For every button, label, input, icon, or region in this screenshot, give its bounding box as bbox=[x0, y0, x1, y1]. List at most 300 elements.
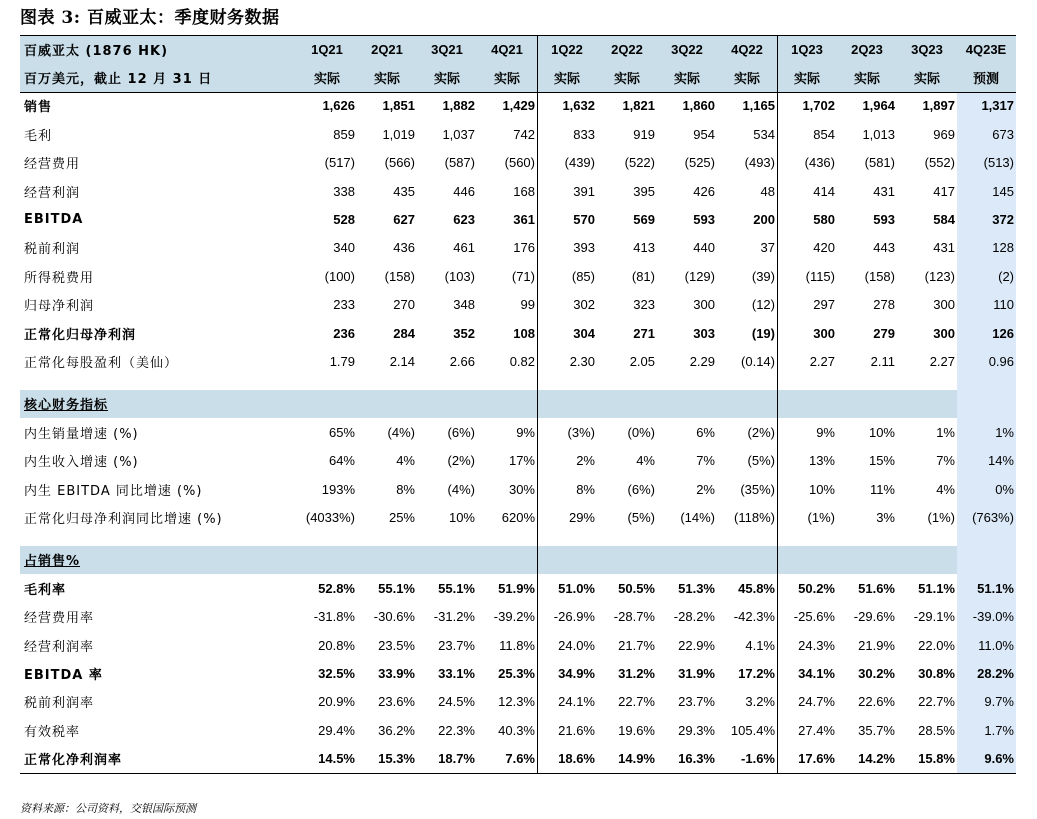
table-cell: 33.9% bbox=[378, 666, 415, 682]
table-cell: (513) bbox=[983, 155, 1014, 171]
table-cell: 51.0% bbox=[558, 580, 595, 596]
table-cell: 23.5% bbox=[378, 637, 415, 653]
row-label: 正常化归母净利润 bbox=[24, 327, 137, 343]
table-cell: -39.0% bbox=[972, 609, 1014, 625]
table-cell: 4% bbox=[936, 481, 955, 497]
row-label: 归母净利润 bbox=[24, 299, 95, 315]
table-cell: 2.66 bbox=[449, 354, 475, 370]
table-rule bbox=[20, 773, 1016, 774]
table-cell: 14.2% bbox=[858, 751, 895, 767]
table-cell: 284 bbox=[393, 325, 415, 341]
table-cell: 395 bbox=[633, 183, 655, 199]
table-cell: 1,632 bbox=[562, 98, 595, 114]
table-cell: (560) bbox=[504, 155, 535, 171]
table-row bbox=[20, 574, 1016, 602]
table-cell: 24.0% bbox=[558, 637, 595, 653]
table-cell: 300 bbox=[813, 325, 835, 341]
table-cell: 0% bbox=[995, 481, 1014, 497]
table-cell: 3Q22 bbox=[671, 41, 703, 57]
table-cell: -28.7% bbox=[613, 609, 655, 625]
table-cell: 55.1% bbox=[378, 580, 415, 596]
table-cell: 271 bbox=[633, 325, 655, 341]
table-cell: 51.9% bbox=[498, 580, 535, 596]
table-cell: 105.4% bbox=[730, 722, 775, 738]
table-cell: 实际 bbox=[853, 71, 880, 87]
table-cell: (587) bbox=[444, 155, 475, 171]
table-cell: 854 bbox=[813, 126, 835, 142]
table-cell: 8% bbox=[396, 481, 415, 497]
table-cell: 279 bbox=[873, 325, 895, 341]
table-cell: 22.3% bbox=[438, 722, 475, 738]
table-cell: 426 bbox=[693, 183, 715, 199]
row-label: 内生 EBITDA 同比增速 (%) bbox=[24, 483, 203, 499]
table-cell: 3Q21 bbox=[431, 41, 463, 57]
table-cell: 372 bbox=[992, 212, 1014, 228]
row-label: 内生销量增速 (%) bbox=[24, 426, 139, 442]
table-cell: 31.2% bbox=[618, 666, 655, 682]
table-cell: (2%) bbox=[747, 424, 775, 440]
table-row bbox=[20, 688, 1016, 716]
table-cell: 15% bbox=[868, 453, 895, 469]
row-label: EBITDA 率 bbox=[24, 668, 103, 684]
row-label: 百万美元，截止 12 月 31 日 bbox=[24, 72, 213, 88]
table-cell: 338 bbox=[333, 183, 355, 199]
table-cell: 37 bbox=[760, 240, 775, 256]
table-cell: (71) bbox=[511, 268, 535, 284]
table-cell: 6% bbox=[696, 424, 715, 440]
table-cell: 436 bbox=[393, 240, 415, 256]
table-cell: 51.3% bbox=[678, 580, 715, 596]
table-cell: 21.7% bbox=[618, 637, 655, 653]
table-cell: 50.5% bbox=[618, 580, 655, 596]
table-row bbox=[20, 234, 1016, 262]
table-cell: -28.2% bbox=[673, 609, 715, 625]
row-label: 正常化净利润率 bbox=[24, 753, 123, 769]
table-cell: 64% bbox=[328, 453, 355, 469]
table-cell: 3% bbox=[876, 510, 895, 526]
table-cell: 实际 bbox=[613, 71, 640, 87]
table-cell: (129) bbox=[684, 268, 715, 284]
table-cell: 1,019 bbox=[382, 126, 415, 142]
row-label: 毛利 bbox=[24, 128, 53, 144]
table-cell: 1% bbox=[936, 424, 955, 440]
table-cell: 11% bbox=[869, 481, 895, 497]
table-cell: 2% bbox=[696, 481, 715, 497]
table-cell: 实际 bbox=[673, 71, 700, 87]
table-cell: 40.3% bbox=[498, 722, 535, 738]
table-cell: 34.9% bbox=[558, 666, 595, 682]
table-cell: (115) bbox=[805, 268, 835, 284]
table-cell: 461 bbox=[453, 240, 475, 256]
table-cell: 580 bbox=[813, 212, 835, 228]
table-cell: 393 bbox=[573, 240, 595, 256]
table-cell: 45.8% bbox=[738, 580, 775, 596]
table-cell: 28.2% bbox=[977, 666, 1014, 682]
table-cell: 1Q21 bbox=[311, 41, 343, 57]
table-cell: 21.6% bbox=[558, 722, 595, 738]
table-cell: 35.7% bbox=[858, 722, 895, 738]
table-row bbox=[20, 447, 1016, 475]
section-header-growth bbox=[20, 390, 957, 418]
table-cell: 29.3% bbox=[678, 722, 715, 738]
table-rule bbox=[20, 35, 1016, 36]
table-cell: (1%) bbox=[807, 510, 835, 526]
row-label: 经营利润率 bbox=[24, 639, 95, 655]
table-cell: -1.6% bbox=[741, 751, 775, 767]
row-label: 经营利润 bbox=[24, 185, 81, 201]
table-row bbox=[20, 291, 1016, 319]
table-cell: -42.3% bbox=[733, 609, 775, 625]
table-cell: (81) bbox=[631, 268, 655, 284]
table-cell: -26.9% bbox=[553, 609, 595, 625]
table-cell: (6%) bbox=[627, 481, 655, 497]
year-separator bbox=[537, 35, 538, 773]
table-cell: 22.7% bbox=[918, 694, 955, 710]
table-cell: 323 bbox=[633, 297, 655, 313]
table-cell: 2.29 bbox=[689, 354, 715, 370]
table-cell: 969 bbox=[933, 126, 955, 142]
table-row bbox=[20, 120, 1016, 148]
table-cell: 4% bbox=[636, 453, 655, 469]
table-cell: (158) bbox=[864, 268, 895, 284]
table-cell: 1,626 bbox=[322, 98, 355, 114]
table-cell: 51.1% bbox=[918, 580, 955, 596]
table-cell: 2.14 bbox=[389, 354, 415, 370]
table-cell: 19.6% bbox=[618, 722, 655, 738]
table-cell: 18.6% bbox=[558, 751, 595, 767]
table-cell: 2Q21 bbox=[371, 41, 403, 57]
table-row bbox=[20, 716, 1016, 744]
table-cell: 30.8% bbox=[918, 666, 955, 682]
table-cell: 27.4% bbox=[798, 722, 835, 738]
table-cell: 446 bbox=[453, 183, 475, 199]
table-cell: 1.79 bbox=[329, 354, 355, 370]
table-cell: -31.2% bbox=[433, 609, 475, 625]
table-cell: 30.2% bbox=[858, 666, 895, 682]
table-cell: 24.7% bbox=[798, 694, 835, 710]
table-cell: (103) bbox=[444, 268, 475, 284]
table-cell: 126 bbox=[992, 325, 1014, 341]
row-label: 税前利润 bbox=[24, 242, 81, 258]
table-cell: 11.8% bbox=[499, 637, 535, 653]
table-cell: 413 bbox=[633, 240, 655, 256]
table-cell: 51.6% bbox=[858, 580, 895, 596]
table-cell: (12) bbox=[751, 297, 775, 313]
table-cell: (493) bbox=[744, 155, 775, 171]
table-cell: -25.6% bbox=[793, 609, 835, 625]
table-cell: 176 bbox=[513, 240, 535, 256]
table-cell: (5%) bbox=[627, 510, 655, 526]
table-cell: 435 bbox=[393, 183, 415, 199]
table-cell: 20.9% bbox=[318, 694, 355, 710]
table-row bbox=[20, 418, 1016, 446]
table-cell: 30% bbox=[508, 481, 535, 497]
table-cell: 2.11 bbox=[870, 354, 895, 370]
row-label: 销售 bbox=[24, 100, 53, 116]
table-cell: 1Q22 bbox=[551, 41, 583, 57]
table-cell: 297 bbox=[813, 297, 835, 313]
table-cell: (566) bbox=[384, 155, 415, 171]
row-label: 核心财务指标 bbox=[24, 398, 109, 414]
table-cell: 18.7% bbox=[438, 751, 475, 767]
table-cell: 954 bbox=[693, 126, 715, 142]
table-cell: 7% bbox=[696, 453, 715, 469]
table-cell: 431 bbox=[933, 240, 955, 256]
table-cell: (763%) bbox=[972, 510, 1014, 526]
table-cell: 1Q23 bbox=[791, 41, 823, 57]
table-row bbox=[20, 262, 1016, 290]
table-cell: 534 bbox=[753, 126, 775, 142]
table-row bbox=[20, 319, 1016, 347]
table-cell: (581) bbox=[864, 155, 895, 171]
table-cell: 33.1% bbox=[438, 666, 475, 682]
table-cell: 22.7% bbox=[618, 694, 655, 710]
table-cell: 620% bbox=[501, 510, 535, 526]
table-cell: 2.27 bbox=[809, 354, 835, 370]
table-cell: (0.14) bbox=[741, 354, 775, 370]
table-cell: 4Q21 bbox=[491, 41, 523, 57]
table-row bbox=[20, 659, 1016, 687]
table-cell: 99 bbox=[520, 297, 535, 313]
table-cell: (123) bbox=[924, 268, 955, 284]
table-cell: 22.0% bbox=[918, 637, 955, 653]
table-cell: 1,429 bbox=[502, 98, 535, 114]
table-cell: 14.9% bbox=[618, 751, 655, 767]
table-cell: 108 bbox=[513, 325, 535, 341]
table-cell: 28.5% bbox=[918, 722, 955, 738]
table-cell: 14% bbox=[987, 453, 1014, 469]
row-label: 占销售% bbox=[24, 554, 81, 570]
table-cell: (1%) bbox=[927, 510, 955, 526]
table-cell: 20.8% bbox=[318, 637, 355, 653]
table-cell: (6%) bbox=[447, 424, 475, 440]
table-cell: 65% bbox=[328, 424, 355, 440]
table-cell: 278 bbox=[873, 297, 895, 313]
table-cell: 348 bbox=[453, 297, 475, 313]
table-cell: 23.7% bbox=[678, 694, 715, 710]
table-row bbox=[20, 149, 1016, 177]
table-cell: 1,702 bbox=[802, 98, 835, 114]
table-cell: 4Q22 bbox=[731, 41, 763, 57]
table-cell: 32.5% bbox=[318, 666, 355, 682]
table-cell: 623 bbox=[453, 212, 475, 228]
table-cell: 443 bbox=[873, 240, 895, 256]
table-cell: 实际 bbox=[913, 71, 940, 87]
source-note: 资料来源：公司资料，交银国际预测 bbox=[20, 802, 196, 815]
table-cell: 1.7% bbox=[984, 722, 1014, 738]
table-cell: 29.4% bbox=[318, 722, 355, 738]
table-cell: (3%) bbox=[567, 424, 595, 440]
table-cell: 2.05 bbox=[629, 354, 655, 370]
table-cell: 584 bbox=[933, 212, 955, 228]
table-cell: 实际 bbox=[313, 71, 340, 87]
table-cell: 304 bbox=[573, 325, 595, 341]
row-label: 内生收入增速 (%) bbox=[24, 455, 139, 471]
table-cell: 51.1% bbox=[977, 580, 1014, 596]
table-cell: 14.5% bbox=[318, 751, 355, 767]
table-cell: 实际 bbox=[553, 71, 580, 87]
table-cell: 13% bbox=[808, 453, 835, 469]
table-cell: -29.6% bbox=[853, 609, 895, 625]
table-cell: 预测 bbox=[972, 71, 999, 87]
table-cell: 7% bbox=[936, 453, 955, 469]
table-cell: (35%) bbox=[740, 481, 775, 497]
row-label: 所得税费用 bbox=[24, 270, 95, 286]
table-cell: 17.6% bbox=[798, 751, 835, 767]
row-label: 经营费用率 bbox=[24, 611, 95, 627]
table-cell: 10% bbox=[808, 481, 835, 497]
table-cell: 570 bbox=[573, 212, 595, 228]
row-label: 经营费用 bbox=[24, 157, 81, 173]
table-cell: 236 bbox=[333, 325, 355, 341]
table-cell: 21.9% bbox=[858, 637, 895, 653]
table-cell: 1,037 bbox=[442, 126, 475, 142]
year-separator bbox=[777, 35, 778, 773]
table-cell: -30.6% bbox=[373, 609, 415, 625]
table-cell: 2.27 bbox=[929, 354, 955, 370]
table-cell: 593 bbox=[873, 212, 895, 228]
row-label: EBITDA bbox=[24, 212, 84, 228]
table-cell: 9% bbox=[816, 424, 835, 440]
table-cell: 193% bbox=[321, 481, 355, 497]
table-cell: (4%) bbox=[387, 424, 415, 440]
table-cell: 55.1% bbox=[438, 580, 475, 596]
table-cell: 23.6% bbox=[378, 694, 415, 710]
table-cell: 569 bbox=[633, 212, 655, 228]
table-cell: 9% bbox=[516, 424, 535, 440]
table-cell: 3Q23 bbox=[911, 41, 943, 57]
table-cell: 23.7% bbox=[438, 637, 475, 653]
table-cell: 300 bbox=[933, 325, 955, 341]
table-cell: 12.3% bbox=[498, 694, 535, 710]
table-cell: 528 bbox=[333, 212, 355, 228]
table-cell: (100) bbox=[324, 268, 355, 284]
table-cell: 34.1% bbox=[798, 666, 835, 682]
table-cell: (4%) bbox=[447, 481, 475, 497]
table-cell: 1,964 bbox=[862, 98, 895, 114]
table-cell: 24.1% bbox=[558, 694, 595, 710]
table-cell: 10% bbox=[868, 424, 895, 440]
table-cell: 24.3% bbox=[798, 637, 835, 653]
table-rule bbox=[20, 92, 1016, 93]
table-cell: 3.2% bbox=[745, 694, 775, 710]
table-cell: 270 bbox=[393, 297, 415, 313]
table-cell: 431 bbox=[873, 183, 895, 199]
table-cell: 50.2% bbox=[798, 580, 835, 596]
table-cell: 414 bbox=[813, 183, 835, 199]
table-cell: 实际 bbox=[793, 71, 820, 87]
header-row-unit bbox=[20, 63, 1016, 91]
table-cell: 36.2% bbox=[378, 722, 415, 738]
table-row bbox=[20, 745, 1016, 773]
table-cell: 128 bbox=[992, 240, 1014, 256]
table-cell: 673 bbox=[992, 126, 1014, 142]
table-cell: 实际 bbox=[493, 71, 520, 87]
table-cell: 145 bbox=[992, 183, 1014, 199]
table-cell: (19) bbox=[751, 325, 775, 341]
table-cell: 52.8% bbox=[318, 580, 355, 596]
row-label: 正常化归母净利润同比增速 (%) bbox=[24, 512, 223, 528]
table-cell: 9.7% bbox=[984, 694, 1014, 710]
table-cell: 29% bbox=[568, 510, 595, 526]
table-cell: 实际 bbox=[373, 71, 400, 87]
table-cell: 300 bbox=[693, 297, 715, 313]
row-label: 有效税率 bbox=[24, 724, 81, 740]
table-cell: 11.0% bbox=[978, 637, 1014, 653]
table-cell: 31.9% bbox=[678, 666, 715, 682]
table-cell: 16.3% bbox=[678, 751, 715, 767]
table-cell: 1,860 bbox=[682, 98, 715, 114]
table-cell: 1,897 bbox=[922, 98, 955, 114]
table-cell: 实际 bbox=[433, 71, 460, 87]
table-cell: 8% bbox=[576, 481, 595, 497]
table-cell: (2) bbox=[998, 268, 1014, 284]
table-cell: 4% bbox=[396, 453, 415, 469]
table-cell: 22.9% bbox=[678, 637, 715, 653]
table-cell: 593 bbox=[693, 212, 715, 228]
table-cell: 110 bbox=[993, 297, 1014, 313]
table-cell: 25.3% bbox=[498, 666, 535, 682]
table-cell: 1,882 bbox=[442, 98, 475, 114]
table-row bbox=[20, 205, 1016, 233]
table-cell: 919 bbox=[633, 126, 655, 142]
table-cell: 17.2% bbox=[738, 666, 775, 682]
table-cell: (14%) bbox=[680, 510, 715, 526]
table-cell: 302 bbox=[573, 297, 595, 313]
table-cell: 7.6% bbox=[505, 751, 535, 767]
row-label: 税前利润率 bbox=[24, 696, 95, 712]
table-cell: (4033%) bbox=[305, 510, 355, 526]
table-cell: 48 bbox=[760, 183, 775, 199]
table-cell: 15.8% bbox=[918, 751, 955, 767]
table-cell: 859 bbox=[333, 126, 355, 142]
table-cell: 2.30 bbox=[569, 354, 595, 370]
table-cell: (39) bbox=[751, 268, 775, 284]
row-label: 正常化每股盈利（美仙） bbox=[24, 356, 179, 372]
table-cell: 实际 bbox=[733, 71, 760, 87]
page-title: 图表 3: 百威亚太：季度财务数据 bbox=[20, 8, 280, 28]
table-cell: 303 bbox=[693, 325, 715, 341]
table-cell: 1,851 bbox=[382, 98, 415, 114]
table-cell: (0%) bbox=[627, 424, 655, 440]
row-label: 毛利率 bbox=[24, 582, 67, 598]
table-cell: 200 bbox=[753, 212, 775, 228]
table-cell: 627 bbox=[393, 212, 415, 228]
table-row bbox=[20, 503, 1016, 531]
table-cell: 4Q23E bbox=[965, 41, 1007, 57]
table-cell: 742 bbox=[513, 126, 535, 142]
table-cell: 391 bbox=[573, 183, 595, 199]
table-cell: (158) bbox=[384, 268, 415, 284]
table-cell: 1,165 bbox=[742, 98, 775, 114]
table-cell: 168 bbox=[513, 183, 535, 199]
table-cell: (522) bbox=[624, 155, 655, 171]
table-row bbox=[20, 631, 1016, 659]
table-cell: 4.1% bbox=[745, 637, 775, 653]
table-cell: 300 bbox=[933, 297, 955, 313]
table-cell: 24.5% bbox=[438, 694, 475, 710]
table-cell: 1,821 bbox=[622, 98, 655, 114]
table-cell: 9.6% bbox=[984, 751, 1014, 767]
table-cell: 420 bbox=[813, 240, 835, 256]
table-cell: 352 bbox=[453, 325, 475, 341]
table-cell: 10% bbox=[448, 510, 475, 526]
table-cell: 340 bbox=[333, 240, 355, 256]
table-cell: 22.6% bbox=[858, 694, 895, 710]
table-cell: (2%) bbox=[447, 453, 475, 469]
table-cell: 15.3% bbox=[378, 751, 415, 767]
table-row bbox=[20, 603, 1016, 631]
